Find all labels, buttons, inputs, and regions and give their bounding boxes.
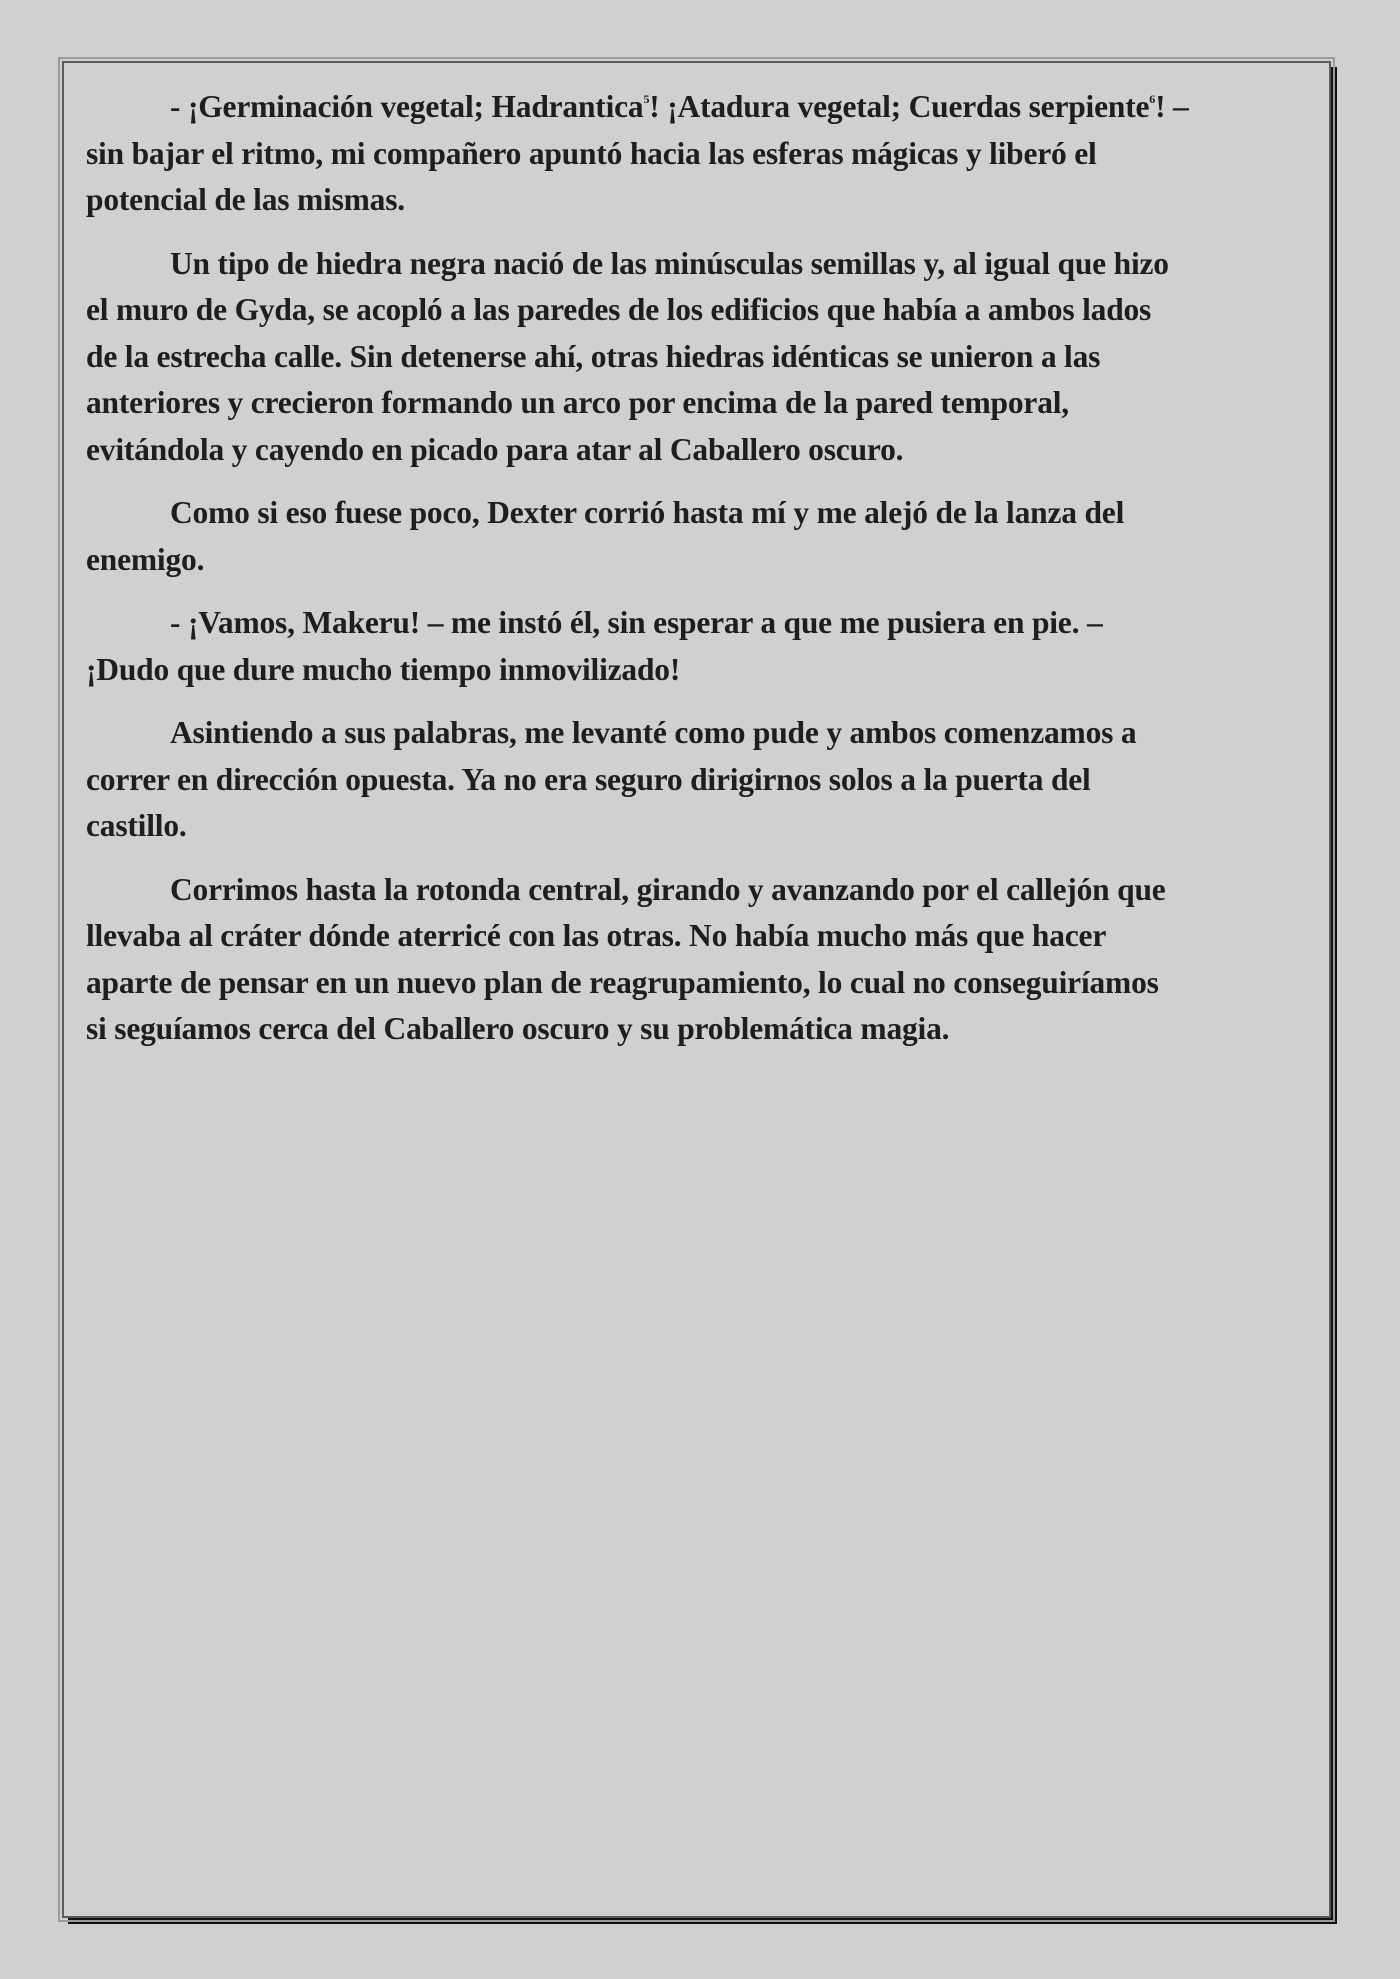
paragraph — [86, 710, 1308, 850]
text-line: llevaba al cráter dónde aterricé con las otras. No había mucho más que hacer — [86, 918, 1107, 953]
text-line: Asintiendo a sus palabras, me levanté como pude y ambos comenzamos a — [170, 715, 1137, 750]
text-line: Como si eso fuese poco, Dexter corrió hasta mí y me alejó de la lanza del — [170, 495, 1125, 530]
text-line: anteriores y crecieron formando un arco por encima de la pared temporal, — [86, 385, 1069, 420]
text-line: Corrimos hasta la rotonda central, girando y avanzando por el callejón que — [170, 871, 1166, 907]
text-line: el muro de Gyda, se acopló a las paredes de los edificios que había a ambos lados — [86, 292, 1152, 327]
text-line: sin bajar el ritmo, mi compañero apuntó hacia las esferas mágicas y liberó el — [86, 135, 1097, 171]
text-line: potencial de las mismas. — [86, 182, 405, 217]
text-line: correr en dirección opuesta. Ya no era seguro dirigirnos solos a la puerta del — [86, 761, 1091, 797]
text-line: castillo. — [86, 808, 187, 843]
text-line: Un tipo de hiedra negra nació de las minúsculas semillas y, al igual que hizo — [170, 245, 1169, 281]
text-line: si seguíamos cerca del Caballero oscuro y su problemática magia. — [86, 1011, 950, 1046]
paragraph — [86, 241, 1308, 474]
text-line: enemigo. — [86, 541, 205, 577]
paragraph — [86, 867, 1308, 1053]
text-line: evitándola y cayendo en picado para atar al Caballero oscuro. — [86, 431, 904, 467]
document-page — [62, 61, 1331, 1918]
text-line: de la estrecha calle. Sin detenerse ahí, otras hiedras idénticas se unieron a las — [86, 338, 1101, 374]
paragraph — [86, 600, 1308, 693]
text-body — [86, 84, 1308, 1070]
text-line: aparte de pensar en un nuevo plan de reagrupamiento, lo cual no conseguiríamos — [86, 964, 1159, 1000]
text-line: - ¡Germinación vegetal; Hadrantica$^5$! ¡Atadura vegetal; Cuerdas serpiente$^6$! – — [170, 89, 1189, 124]
footnote-ref: 6 — [1149, 92, 1156, 106]
paragraph — [86, 84, 1308, 224]
text-line: ¡Dudo que dure mucho tiempo inmovilizado! — [86, 651, 681, 687]
text-line: - ¡Vamos, Makeru! – me instó él, sin esperar a que me pusiera en pie. – — [170, 605, 1103, 640]
paragraph — [86, 490, 1308, 583]
footnote-ref: 5 — [643, 92, 650, 106]
